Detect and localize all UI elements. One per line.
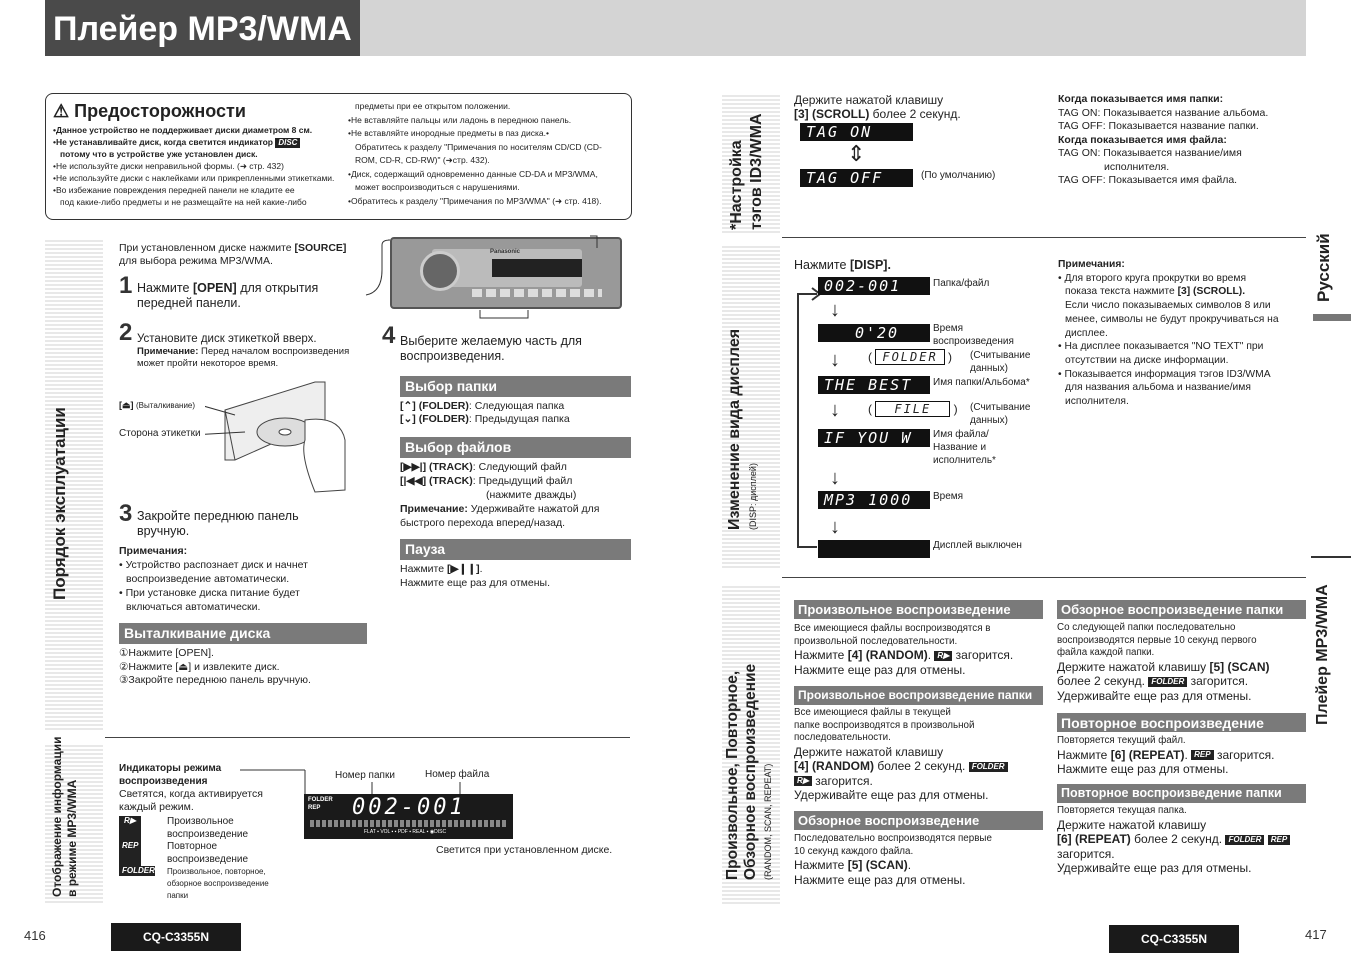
chapter-tab-rule: [1311, 556, 1351, 558]
caution-line: •Не вставляйте инородные предметы в паз диска.•: [348, 128, 549, 138]
repeat-folder-heading: Повторное воспроизведение папки: [1057, 784, 1306, 803]
chapter-tab: Плейер MP3/WMA: [1314, 584, 1331, 725]
disp-caption: (Считывание данных): [970, 402, 1031, 426]
scan-heading: Обзорное воспроизведение: [794, 811, 1043, 830]
caution-line: Обратитесь к разделу "Примечания по носителям CD/CD (CD-: [355, 141, 602, 152]
down-arrow-icon: ↓: [830, 399, 840, 421]
caution-line: •Диск, содержащий одновременно данные CD-DA и MP3/WMA,: [348, 168, 598, 179]
caution-line: •Не устанавливайте диск, когда светится индикатор DISC: [53, 136, 343, 148]
operation-intro: При установленном диске нажмите [SOURCE] для выбора режима MP3/WMA.: [119, 242, 347, 267]
folder-icon: FOLDER: [119, 866, 155, 876]
random-heading: Произвольное воспроизведение: [794, 600, 1043, 619]
disp-caption: Время: [933, 491, 964, 502]
id3-instruction: Держите нажатой клавишу [3] (SCROLL) более 2 секунд.: [794, 93, 961, 121]
illustration-callouts: [360, 230, 640, 330]
disp-lcd-file-name: IF YOU W: [818, 429, 930, 447]
scan-folder-body: Со следующей папки последовательно воспроизводятся первые 10 секунд первого файла каждой папки. Держите нажатой клавишу [5] (SCAN) более 2 секунд. FOLDER загорится. Удерживайте еще раз для отмены.: [1057, 622, 1270, 703]
repeat-icon: REP: [1268, 835, 1290, 845]
disp-reading-folder: ( FOLDER ): [868, 350, 953, 364]
step-4: 4 Выберите желаемую часть для воспроизведения.: [382, 322, 582, 363]
file-select-heading: Выбор файлов: [400, 437, 631, 458]
caution-line: •Во избежание повреждения передней панели не кладите ее: [53, 185, 295, 195]
disc-lit-note: Светится при установленном диске.: [436, 844, 613, 856]
caution-title-row: [53, 101, 246, 122]
caution-line: •Не вставляйте пальцы или ладонь в переднюю панель.: [348, 114, 572, 125]
warning-icon: ⚠: [53, 101, 70, 121]
folder-select-heading: Выбор папки: [400, 376, 631, 397]
disp-side-title: Изменение вида дисплея (DISP: дисплей): [726, 328, 758, 530]
language-tab: Русский: [1314, 233, 1333, 302]
display-info-side-title: Отображение информации в режиме MP3/WMA: [50, 736, 79, 897]
caution-col2: [348, 100, 628, 208]
disp-lcd-folder-file: 002-001: [818, 277, 930, 295]
disp-instruction: Нажмите [DISP].: [794, 258, 891, 272]
scan-body: Последовательно воспроизводятся первые 10 секунд каждого файла. Нажмите [5] (SCAN). Нажмите еще раз для отмены.: [794, 833, 992, 887]
repeat-icon: REP: [1191, 750, 1213, 760]
disp-notes: Примечания: • Для второго круга прокрутки во время показа текста нажмите [3] (SCROLL). Если число показываемых символов 8 или менее, символы не будут прокручиваться на дисплее. • На дисплее показывается "NO TEXT" при отсутствии на диске информации. • Показывается информация тэгов ID3/WMA для названия альбома и название/имя исполнителя.: [1058, 259, 1279, 408]
down-arrow-icon: ↓: [830, 467, 840, 489]
step-1: 1 Нажмите [OPEN] для открытия передней панели.: [119, 272, 319, 310]
page-number-left: 416: [24, 928, 46, 943]
caution-line: ROM, CD-R, CD-RW)" (➜стр. 432).: [355, 155, 490, 165]
id3-side-title: *Настройка тэгов ID3/WMA: [728, 113, 765, 230]
lcd-tag-on: TAG ON: [800, 123, 913, 141]
random-icon: R▶: [934, 651, 952, 661]
eject-label: [⏏] (Выталкивание): [119, 400, 196, 410]
toggle-arrows-icon: ⇕: [847, 141, 866, 166]
disp-lcd-time: 0'20: [818, 324, 930, 342]
step-3: 3 Закройте переднюю панель вручную.: [119, 500, 299, 538]
lcd-display: FOLDER REP 002-001 FLAT ▪ VOL ▪ ▪ PDF ▪ REAL ▪ ◉DISC: [304, 794, 513, 839]
disc-icon: DISC: [275, 138, 300, 148]
disp-caption: Время воспроизведения: [933, 323, 1014, 347]
caution-line: •Обратитесь к разделу "Примечания по MP3/WMA" (➜ стр. 418).: [348, 195, 602, 206]
model-badge-right: CQ-C3355N: [1109, 925, 1239, 953]
repeat-body: Повторяется текущий файл. Нажмите [6] (REPEAT). REP загорится. Нажмите еще раз для отмены.: [1057, 735, 1275, 776]
random-icon: R▶: [119, 816, 141, 841]
disp-reading-file: ( FILE ): [868, 402, 958, 416]
lcd-digits: 002-001: [352, 795, 466, 820]
page-title: Плейер MP3/WMA: [45, 0, 360, 56]
modes-side-title: Произвольное, Повторное, Обзорное воспроизведение (RANDOM, SCAN, REPEAT): [724, 663, 773, 880]
pause-body: Нажмите [▶❙❙]. Нажмите еще раз для отмены.: [400, 563, 550, 589]
divider-id3: [782, 237, 1306, 238]
scan-folder-heading: Обзорное воспроизведение папки: [1057, 600, 1306, 619]
random-folder-heading: Произвольное воспроизведение папки: [794, 686, 1043, 705]
file-select-body: [▶▶|] (TRACK): Следующий файл [|◀◀] (TRACK): Предыдущий файл (нажмите дважды) Примечание: Удерживайте нажатой для быстрого перехода вперед/назад.: [400, 461, 600, 529]
step-2: 2 Установите диск этикеткой вверх. Примечание: Перед началом воспроизведения может пройти некоторое время.: [119, 319, 350, 369]
down-arrow-icon: ↓: [830, 299, 840, 321]
caution-line: •Не используйте диски с наклейками или прикрепленными этикетками.: [53, 173, 335, 183]
caution-line: •Не используйте диски неправильной формы. (➜ стр. 432): [53, 161, 284, 171]
random-folder-body: Все имеющиеся файлы в текущей папке воспроизводятся в произвольной последовательности. Держите нажатой клавишу [4] (RANDOM) более 2 секунд. FOLDER R▶ загорится. Удерживайте еще раз для отмены.: [794, 707, 1046, 803]
id3-notes: Когда показывается имя папки: TAG ON: Показывается название альбома. TAG OFF: Показывается название папки. Когда показывается имя файла: TAG ON: Показывается название/имя исполнителя. TAG OFF: Показывается имя файла.: [1058, 93, 1269, 186]
divider-disp: [782, 577, 1306, 578]
eject-heading: Выталкивание диска: [119, 623, 367, 644]
caution-line: предметы при ее открытом положении.: [355, 101, 511, 111]
caution-line: под какие-либо предметы и не размещайте на ней какие-либо: [60, 197, 307, 207]
caution-line: •Данное устройство не поддерживает диски диаметром 8 см.: [53, 125, 313, 135]
folder-icon: FOLDER: [969, 762, 1008, 772]
disp-caption: Имя папки/Альбома*: [933, 377, 1030, 388]
operation-side-title: Порядок эксплуатации: [50, 407, 69, 600]
disp-caption: Папка/файл: [933, 278, 990, 289]
random-body: Все имеющиеся файлы воспроизводятся в произвольной последовательности. Нажмите [4] (RANDOM). R▶ загорится. Нажмите еще раз для отмены.: [794, 623, 1014, 677]
lcd-tag-off: TAG OFF: [800, 169, 913, 187]
disp-lcd-album: THE BEST: [818, 376, 930, 394]
operation-notes: Примечания: • Устройство распознает диск и начнет воспроизведение автоматически. • При установке диска питание будет включаться автоматически.: [119, 545, 308, 613]
file-number-label: Номер файла: [425, 769, 490, 780]
folder-number-label: Номер папки: [335, 770, 395, 781]
folder-icon: FOLDER: [1148, 677, 1187, 687]
down-arrow-icon: ↓: [830, 516, 840, 538]
divider-left: [105, 737, 630, 738]
caution-line: потому что в устройстве уже установлен диск.: [60, 149, 258, 159]
language-tab-bar: [1313, 314, 1351, 321]
caution-title: Предосторожности: [74, 101, 246, 121]
eject-steps: ①Нажмите [OPEN]. ②Нажмите [⏏] и извлеките диск. ③Закройте переднюю панель вручную.: [119, 647, 311, 686]
repeat-icon: REP: [119, 841, 141, 866]
pause-heading: Пауза: [400, 539, 631, 560]
repeat-heading: Повторное воспроизведение: [1057, 713, 1306, 732]
disp-caption: (Считывание данных): [970, 350, 1031, 374]
brand-logo: Panasonic: [490, 249, 521, 255]
disc-insert-illustration: [205, 380, 355, 495]
model-badge-left: CQ-C3355N: [111, 923, 241, 951]
disp-lcd-off: [818, 540, 930, 558]
folder-icon: FOLDER: [1225, 835, 1264, 845]
down-arrow-icon: ↓: [830, 349, 840, 371]
folder-select-body: [⌃] (FOLDER): Следующая папка [⌄] (FOLDER): Предыдущая папка: [400, 400, 570, 425]
caution-line: может воспроизводиться с нарушениями.: [355, 182, 520, 192]
id3-default: (По умолчанию): [921, 170, 996, 181]
random-icon: R▶: [794, 776, 812, 786]
page-number-right: 417: [1305, 927, 1327, 942]
indicator-legend: Индикаторы режима воспроизведения Светятся, когда активируется каждый режим. R▶ Произвольное воспроизведение REP Повторное воспроизведение FOLDER Произвольное, повторное, обзорное воспроизведение папки: [119, 763, 269, 900]
disp-caption: Дисплей выключен: [933, 540, 1022, 551]
repeat-folder-body: Повторяется текущая папка. Держите нажатой клавишу [6] (REPEAT) более 2 секунд. FOLDER REP загорится. Удерживайте еще раз для отмены.: [1057, 805, 1309, 876]
disp-lcd-mp3-time: MP3 1000: [818, 491, 930, 509]
disp-caption: Имя файла/ Название и исполнитель*: [933, 429, 996, 466]
caution-col1: [53, 124, 343, 208]
label-side-text: Сторона этикетки: [119, 428, 201, 439]
